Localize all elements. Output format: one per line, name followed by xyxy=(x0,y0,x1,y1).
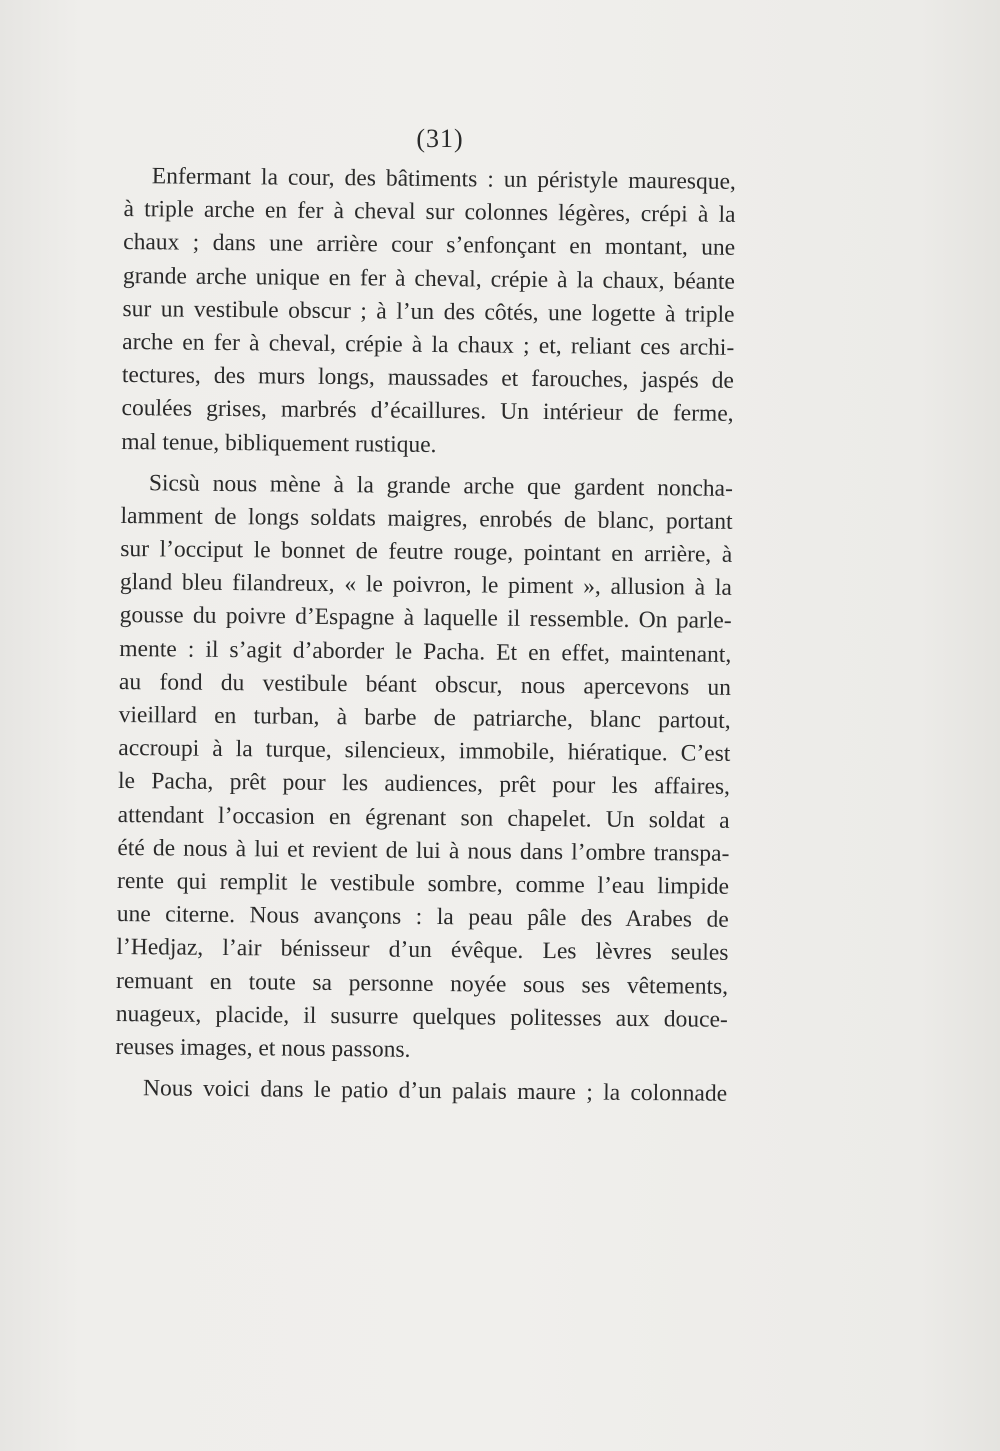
text-line: rente qui remplit le vestibule sombre, comme l’eau limpide xyxy=(116,867,730,900)
text-line: Nous voici dans le patio d’un palais maure ; la colonnade xyxy=(142,1075,728,1107)
text-line: sur l’occiput le bonnet de feutre rouge, pointant en arrière, à xyxy=(120,536,733,568)
text-line: gland bleu filandreux, « le poivron, le piment », allusion à la xyxy=(119,569,733,602)
body-text xyxy=(115,160,736,1111)
text-line: l’Hedjaz, l’air bénisseur d’un évêque. Les lèvres seules xyxy=(116,934,729,967)
text-line: reuses images, et nous passons. xyxy=(115,1033,411,1063)
text-line: nuageux, placide, il susurre quelques politesses aux douce- xyxy=(115,1000,728,1033)
text-line: sur un vestibule obscur ; à l’un des côtés, une logette à triple xyxy=(122,295,735,328)
text-line: Sicsù nous mène à la grande arche que gardent noncha- xyxy=(148,469,733,502)
text-line: attendant l’occasion en égrenant son chapelet. Un soldat a xyxy=(117,801,730,834)
text-line: remuant en toute sa personne noyée sous ses vêtements, xyxy=(115,967,729,1000)
text-line: gousse du poivre d’Espagne à laquelle il ressemble. On parle- xyxy=(119,602,732,635)
paragraph-1 xyxy=(121,160,736,465)
text-line: une citerne. Nous avançons : la peau pâle des Arabes de xyxy=(116,901,729,933)
text-line: le Pacha, prêt pour les audiences, prêt pour les affaires, xyxy=(117,768,731,801)
text-line: à triple arche en fer à cheval sur colonnes légères, crépi à la xyxy=(123,196,736,229)
paragraph-3 xyxy=(115,1072,727,1111)
text-line: mente : il s’agit d’aborder le Pacha. Et en effet, maintenant, xyxy=(119,635,732,668)
page-number: (31) xyxy=(416,124,464,153)
text-line: tectures, des murs longs, maussades et farouches, jaspés de xyxy=(121,362,735,394)
text-line: été de nous à lui et revient de lui à nous dans l’ombre transpa- xyxy=(117,834,730,867)
text-line: chaux ; dans une arrière cour s’enfonçant en montant, une xyxy=(123,229,736,262)
text-line: grande arche unique en fer à cheval, crépie à la chaux, béante xyxy=(122,262,735,295)
text-line: au fond du vestibule béant obscur, nous apercevons un xyxy=(118,668,732,701)
text-line: coulées grises, marbrés d’écaillures. Un intérieur de ferme, xyxy=(121,395,734,428)
text-line: accroupi à la turque, silencieux, immobile, hiératique. C’est xyxy=(118,735,731,768)
text-line: vieillard en turban, à barbe de patriarche, blanc partout, xyxy=(118,701,731,734)
text-line: arche en fer à cheval, crépie à la chaux ; et, reliant ces archi- xyxy=(122,328,735,361)
text-line: Enfermant la cour, des bâtiments : un péristyle mauresque, xyxy=(151,163,736,195)
paragraph-2 xyxy=(115,467,733,1070)
text-line: lamment de longs soldats maigres, enrobés de blanc, portant xyxy=(120,502,733,535)
text-line: mal tenue, bibliquement rustique. xyxy=(121,428,437,458)
